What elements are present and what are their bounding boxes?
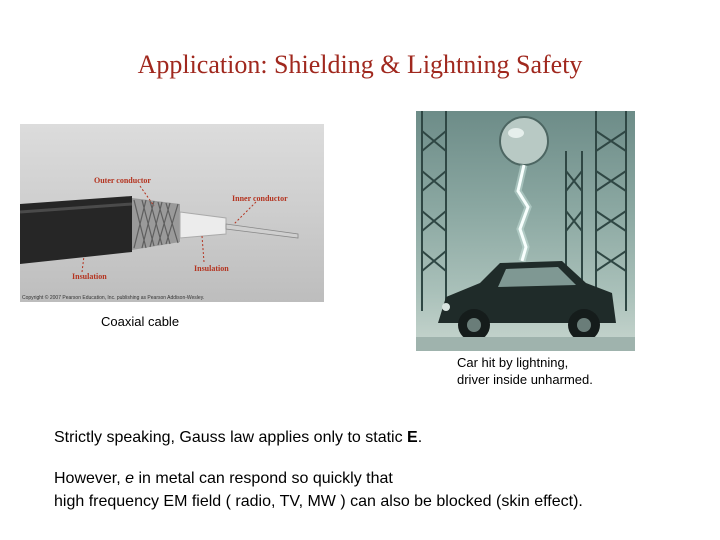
coaxial-cable-illustration [20, 124, 324, 302]
car-caption [457, 354, 593, 388]
insulation-right-label: Insulation [194, 264, 229, 273]
electric-field-symbol: E [407, 429, 418, 446]
gauss-law-period: . [417, 429, 423, 446]
gauss-law-statement [54, 429, 422, 447]
however-text: However, [54, 470, 126, 487]
skin-effect-statement: high frequency EM field ( radio, TV, MW ) can also be blocked (skin effect). [54, 493, 583, 510]
car-lightning-illustration [416, 111, 635, 351]
slide-title: Application: Shielding & Lightning Safety [137, 50, 583, 79]
electron-response-text: in metal can respond so quickly that [134, 470, 393, 487]
inner-conductor-label: Inner conductor [232, 194, 288, 203]
gauss-law-text: Strictly speaking, Gauss law applies only to static [54, 429, 408, 446]
electron-symbol: e [125, 470, 135, 487]
electron-response-statement [54, 470, 393, 488]
outer-conductor-label: Outer conductor [94, 176, 151, 185]
coaxial-cable-photo [20, 124, 324, 302]
car-lightning-photo [416, 111, 635, 351]
car-caption-line-2: driver inside unharmed. [457, 372, 593, 387]
insulation-left-label: Insulation [72, 272, 107, 281]
car-caption-line-1: Car hit by lightning, [457, 355, 569, 370]
copyright-notice: Copyright © 2007 Pearson Education, Inc. publishing as Pearson Addison-Wesley. [22, 295, 205, 301]
coax-caption: Coaxial cable [101, 314, 180, 329]
